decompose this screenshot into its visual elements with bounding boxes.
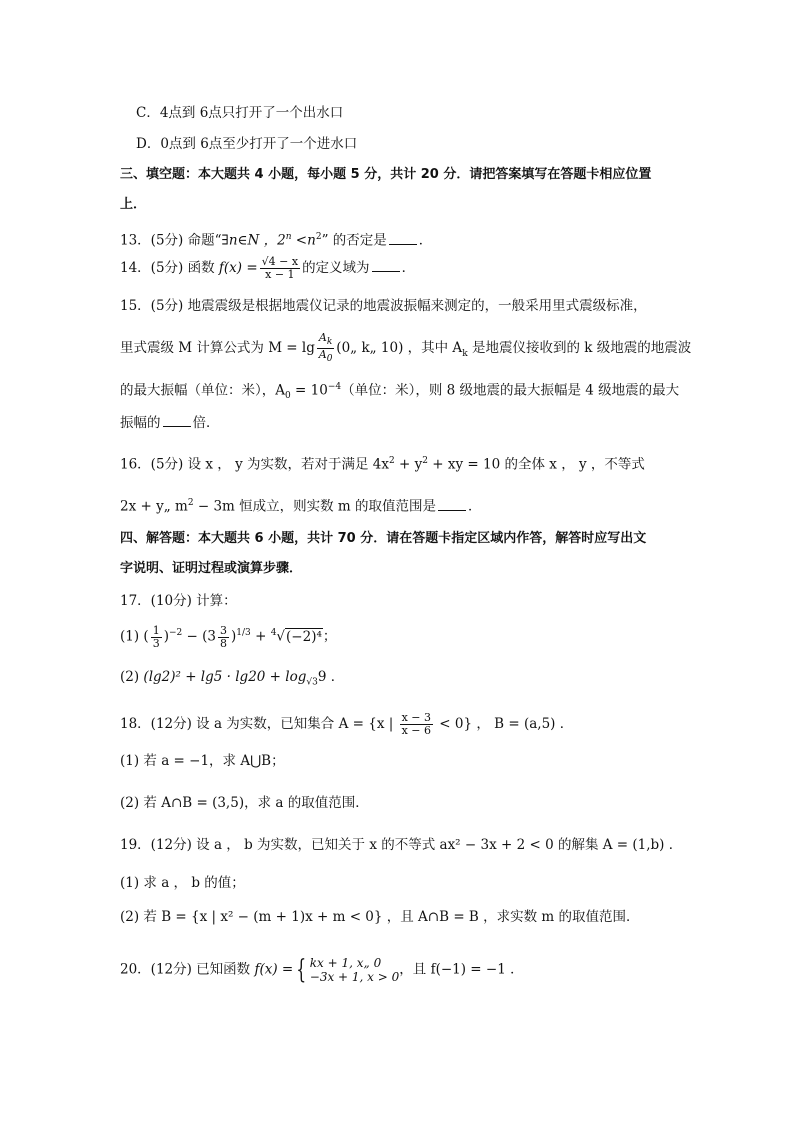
q17-p1-end: ； [322, 628, 337, 645]
q15-answer-blank [163, 414, 191, 427]
q14-numerator: √4 − x [261, 255, 299, 268]
q16-l2b: − 3m 恒成立，则实数 m 的取值范围是 [193, 498, 437, 515]
question-15-line-2 [120, 332, 691, 365]
question-14 [120, 256, 415, 281]
q18-fraction [400, 712, 433, 737]
q15-l3b: = 10 [290, 382, 328, 399]
q16-l1a: 16．(5分) 设 x ， y 为实数，若对于满足 4x [120, 456, 389, 473]
q14-fx: f(x) = [218, 260, 258, 276]
question-17-part-2 [120, 668, 344, 692]
q15-frac-den-sub: 0 [326, 354, 333, 365]
q14-end: ． [401, 260, 416, 276]
q15-l3b-sup: −4 [327, 382, 342, 392]
q15-l3a-sub: 0 [285, 391, 291, 402]
q17-p1-root: (−2)⁴ [286, 628, 322, 645]
question-18-title [120, 712, 573, 737]
section-3-heading-cont: 上． [120, 197, 147, 212]
option-d: D．0点到 6点至少打开了一个进水口 [136, 136, 358, 152]
q17-p1-b-sup: −2 [168, 628, 183, 638]
q17-p2-label: (2) [120, 669, 144, 685]
question-15-line-4 [120, 414, 220, 432]
q17-p2-end: 9 ． [317, 669, 345, 685]
q13-suffix: ” 的否定是 [321, 232, 387, 249]
q15-l3a: 的最大振幅（单位：米），A [120, 382, 285, 399]
q15-l2b: (0„ k„ 10) ，其中 A [336, 340, 463, 357]
q15-l3c: （单位：米），则 8 级地震的最大振幅是 4 级地震的最大 [341, 382, 680, 399]
q15-l4b: 倍． [192, 415, 220, 431]
q18-title-a: 18．(12分) 设 a 为实数，已知集合 A = {x | [120, 716, 398, 732]
q14-answer-blank [372, 259, 400, 272]
q16-l2-end: ． [468, 498, 482, 515]
q14-denominator: x − 1 [265, 268, 295, 281]
q17-p1-frac1-den: 3 [152, 636, 160, 650]
question-18-part-2: (2) 若 A∩B = (3,5)，求 a 的取值范围． [120, 795, 369, 811]
q20-fx: f(x) = [254, 961, 294, 978]
q16-l1b: + y [394, 456, 423, 473]
q15-l2c: 是地震仪接收到的 k 级地震的地震波 [467, 340, 692, 357]
q13-exp2: 2 [315, 232, 322, 242]
q13-lt: <n [291, 232, 316, 249]
q16-l2a: 2x + y„ m [120, 498, 188, 515]
q17-p1-e: + [250, 628, 271, 645]
q17-p2-expr: (lg2)² + lg5 · lg20 + log [143, 669, 307, 685]
q15-l2a: 里式震级 M 计算公式为 M = lg [120, 340, 315, 357]
q17-p1-frac1 [151, 625, 162, 650]
q14-suffix: 的定义域为 [302, 260, 370, 276]
q17-p1-d: ) [231, 628, 237, 645]
q20-piecewise [293, 956, 399, 984]
q17-p2-sub: √3 [306, 677, 318, 688]
q15-frac-den: A [318, 348, 327, 362]
question-17-part-1 [120, 624, 336, 650]
q17-p1-frac1-num: 1 [152, 623, 160, 637]
q17-p1-root-symbol: √ [276, 628, 286, 645]
question-19-title: 19．(12分) 设 a ， b 为实数，已知关于 x 的不等式 ax² − 3x + 2 < 0 的解集 A = (1,b) ． [120, 837, 683, 853]
q15-l4a: 振幅的 [120, 415, 161, 431]
question-18-part-1: (1) 若 a = −1，求 A⋃B； [120, 753, 285, 769]
q17-p1-frac2-den: 8 [220, 636, 228, 650]
q17-p1-b: ) [163, 628, 169, 645]
q13-expr: ∃n∈N ，2 [221, 232, 286, 249]
q20-case-2: −3x + 1, x > 0 [309, 970, 400, 984]
q17-p1-frac2-num: 3 [220, 623, 228, 637]
q17-p1-frac2 [218, 625, 229, 650]
q14-fraction [260, 256, 300, 281]
question-17-title: 17．(10分) 计算： [120, 593, 237, 609]
q17-p1-d-sup: 1/3 [236, 628, 251, 638]
q17-p1-a: ( [143, 628, 149, 645]
q13-end: ． [418, 232, 433, 249]
q15-fraction [317, 332, 334, 365]
q17-p1-c: − (3 [182, 628, 217, 645]
q20-case-1: kx + 1, x„ 0 [309, 956, 382, 970]
q20-suffix: ，且 f(−1) = −1 ． [399, 961, 524, 978]
q17-p1-label: (1) [120, 628, 144, 645]
question-20 [120, 956, 524, 984]
q18-title-b: < 0} ， B = (a,5) ． [435, 716, 574, 732]
q18-frac-den: x − 6 [401, 724, 432, 737]
question-15-line-1: 15．(5分) 地震震级是根据地震仪记录的地震波振幅来测定的，一般采用里式震级标准， [120, 298, 647, 314]
q15-frac-num: A [318, 331, 327, 344]
q16-l1-sup2: 2 [422, 456, 428, 466]
q18-frac-num: x − 3 [401, 711, 432, 724]
q13-exp1: n [285, 232, 292, 242]
section-4-heading: 四、解答题：本大题共 6 小题，共计 70 分．请在答题卡指定区域内作答，解答时应写出文 [120, 531, 647, 546]
option-c: C．4点到 6点只打开了一个出水口 [136, 105, 344, 121]
q13-prefix: 13．(5分) 命题“ [120, 232, 222, 249]
question-19-part-1: (1) 求 a ， b 的值； [120, 875, 245, 891]
question-16-line-1 [120, 452, 645, 474]
q20-brace-symbol: { [296, 955, 307, 985]
q17-p1-root-index: 4 [270, 628, 277, 638]
q16-l1-sup1: 2 [389, 456, 395, 466]
question-13 [120, 228, 432, 250]
question-19-part-2: (2) 若 B = {x | x² − (m + 1)x + m < 0} ，且 A∩B = B ，求实数 m 的取值范围． [120, 909, 640, 925]
q14-prefix: 14．(5分) 函数 [120, 260, 219, 276]
q15-l2b-sub: k [462, 348, 468, 359]
q16-l1c: + xy = 10 的全体 x ， y ，不等式 [428, 456, 645, 473]
q16-answer-blank [438, 498, 466, 511]
q13-answer-blank [389, 232, 417, 245]
question-16-line-2 [120, 494, 482, 516]
section-3-heading: 三、填空题：本大题共 4 小题，每小题 5 分，共计 20 分．请把答案填写在答题卡相应位置 [120, 167, 652, 182]
question-15-line-3 [120, 378, 679, 405]
q15-frac-num-sub: k [326, 337, 333, 348]
q20-prefix: 20．(12分) 已知函数 [120, 961, 255, 978]
section-4-heading-cont: 字说明、证明过程或演算步骤． [120, 561, 303, 576]
q16-l2-sup: 2 [187, 498, 194, 508]
